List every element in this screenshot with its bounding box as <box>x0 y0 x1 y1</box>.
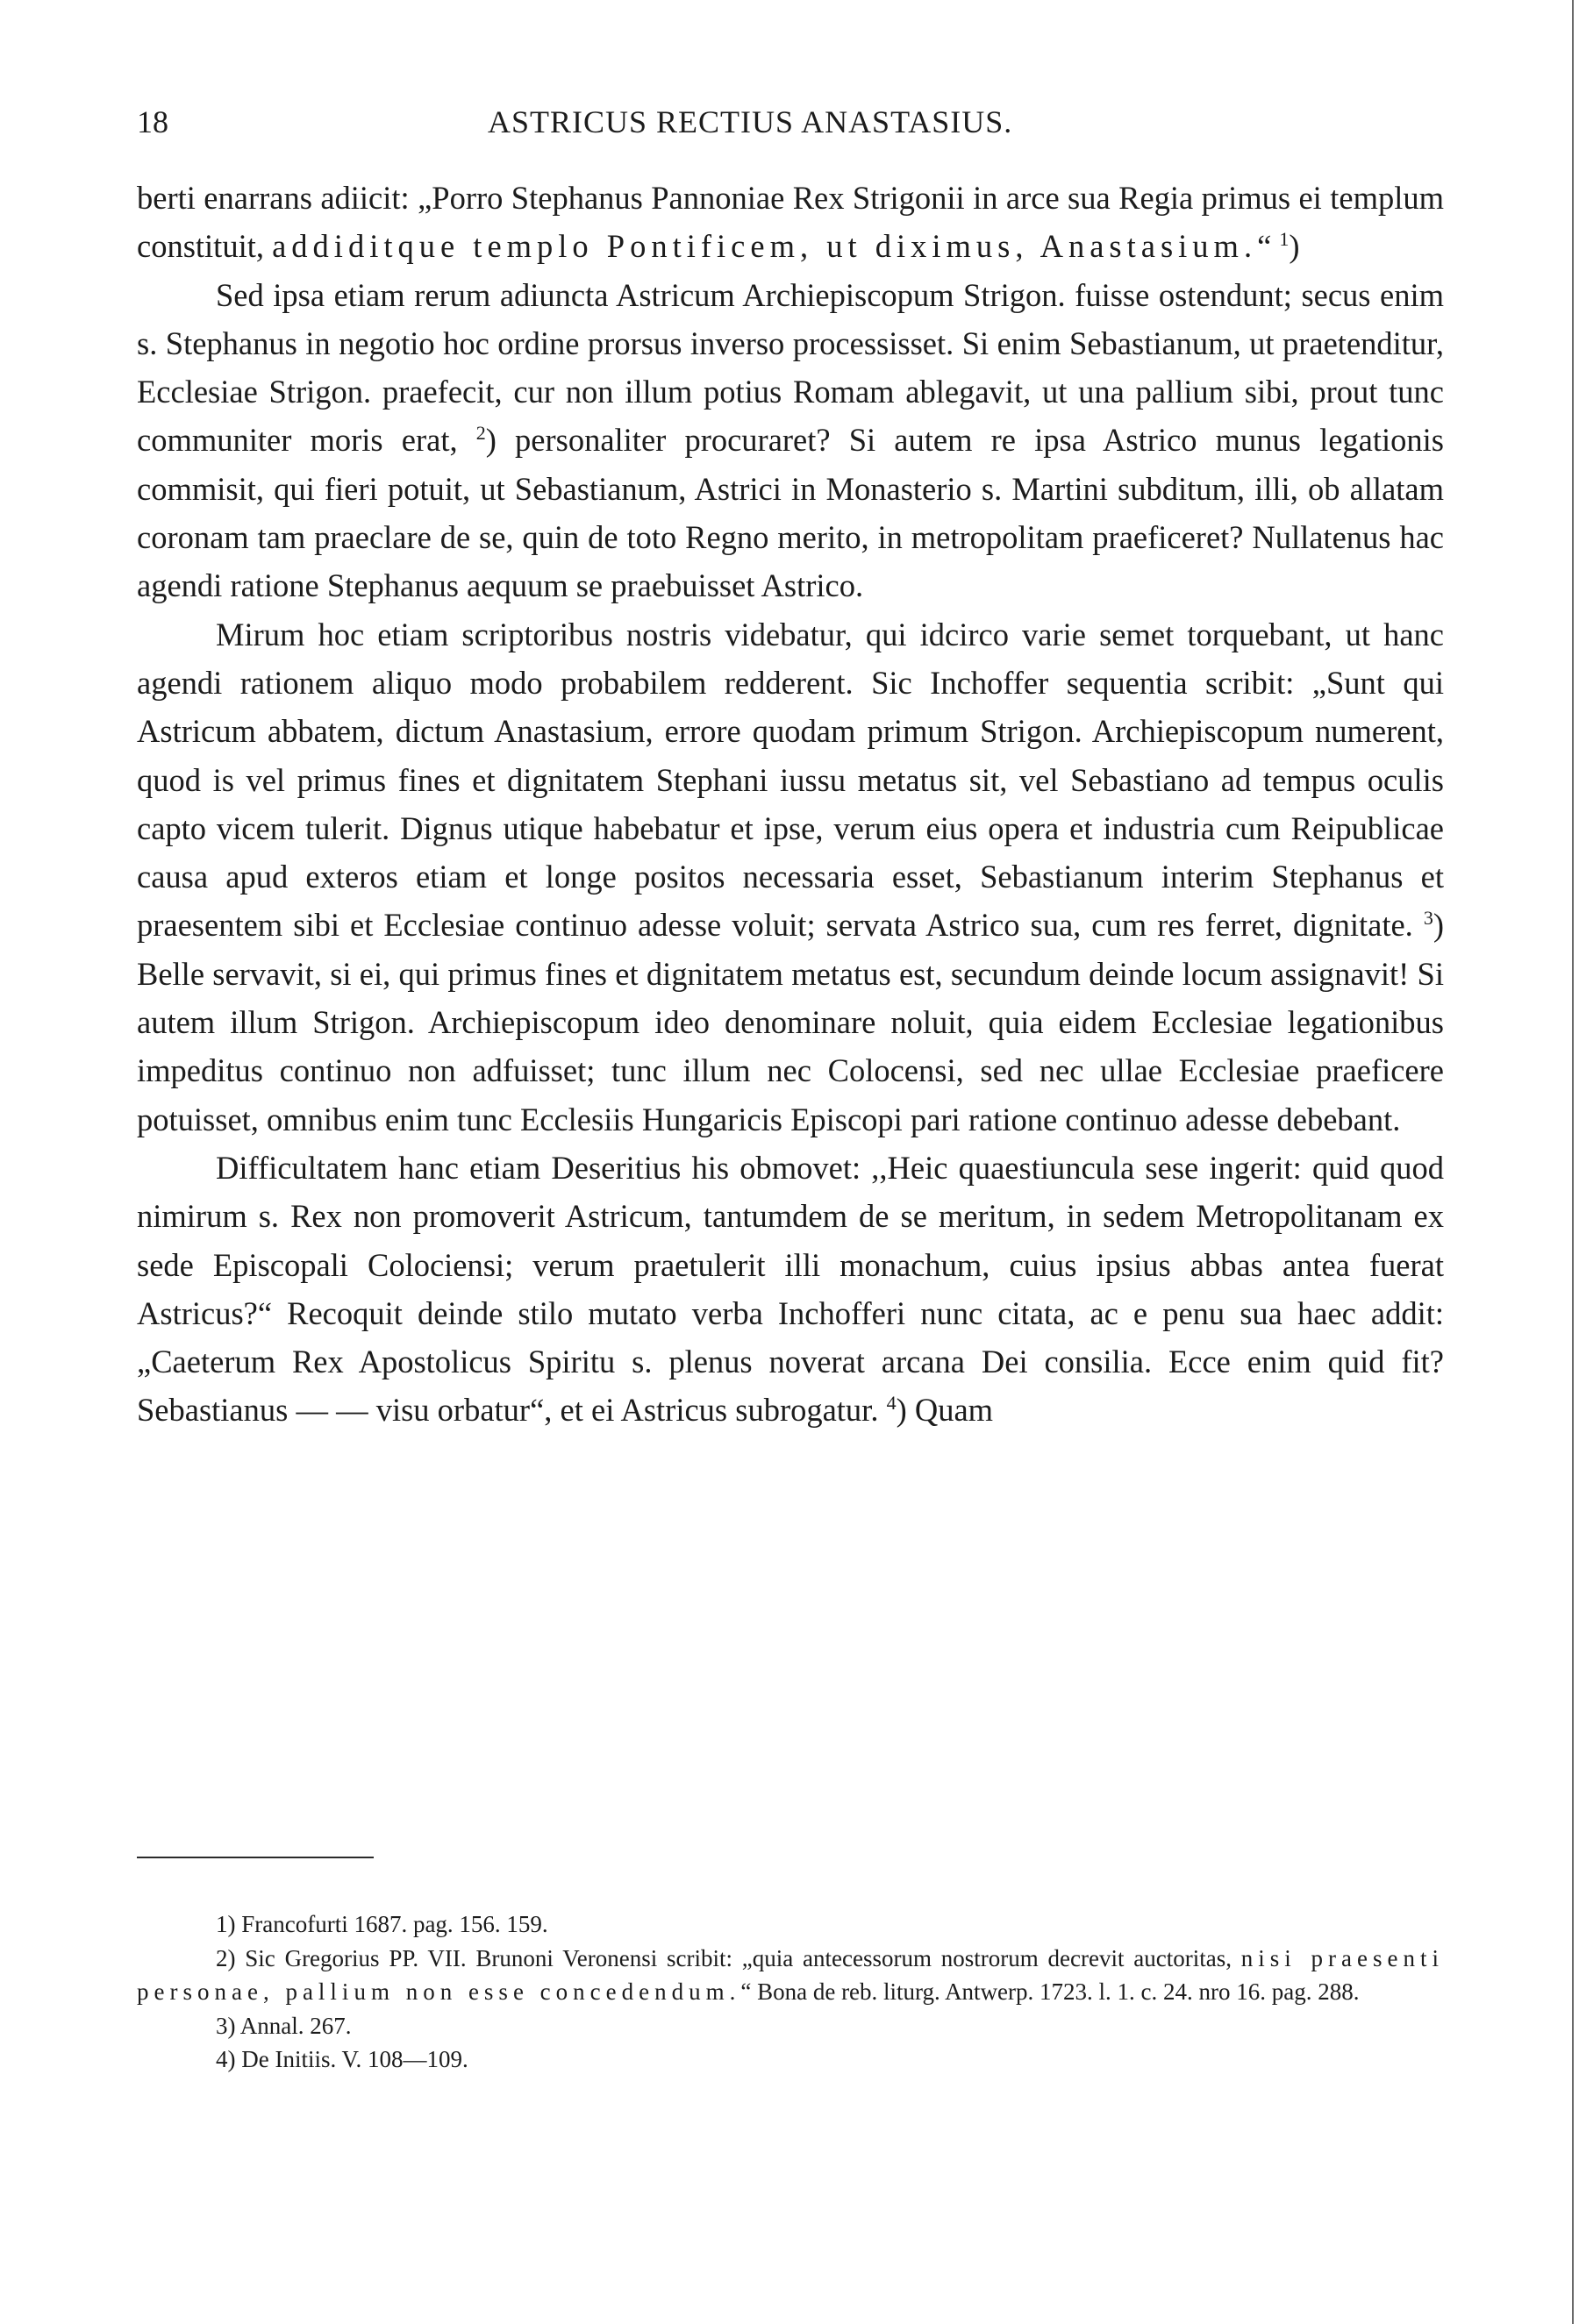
footnote-3: 3) Annal. 267. <box>216 2012 352 2039</box>
footnote-2-spaced-quote: nisi praesenti personae, pallium non esse concedendum. <box>137 1944 1444 2005</box>
body-text <box>137 174 1444 1435</box>
paragraph-3 <box>137 610 1444 1144</box>
paragraph-3-text-a: Mirum hoc etiam scriptoribus nostris videbatur, qui idcirco varie semet torquebant, ut hanc agendi rationem aliquo modo probabilem redderent. Sic Inchoffer sequentia scribit: „Sunt qui Astricum abbatem, dictum Anastasium, errore quodam primum Strigon. Archiepiscopum numerent, quod is vel primus fines et dignitatem Stephani iussu metatus sit, vel Sebastiano ad tempus oculis capto vicem tulerit. Dignus utique habebatur et ipse, verum eius opera et industria cum Reipublicae causa apud exteros etiam et longe positos necessaria esset, Sebastianum interim Stephanus et praesentem sibi et Ecclesiae continuo adesse voluit; servata Astrico sua, cum res ferret, dignitate. <box>137 616 1444 944</box>
footnotes <box>137 1907 1444 2077</box>
footnote-ref-paren: ) <box>1289 228 1300 265</box>
spaced-quotation: addiditque templo Pontificem, ut diximus, Anastasium. <box>272 228 1258 265</box>
paragraph-2-text-a: Sed ipsa etiam rerum adiuncta Astricum Archiepiscopum Strigon. fuisse ostendunt; secus enim s. Stephanus in negotio hoc ordine prorsus inverso processisset. Si enim Sebastianum, ut praetenditur, Ecclesiae Strigon. praefecit, cur non illum potius Romam ablegavit, ut una pallium sibi, prout tunc communiter moris erat, <box>137 276 1444 459</box>
footnote-ref-3: 3 <box>1423 907 1433 930</box>
running-title: ASTRICUS RECTIUS ANASTASIUS. <box>488 104 1013 139</box>
footnote-ref-2: 2 <box>475 422 486 445</box>
footnote-ref-4: 4 <box>886 1392 897 1415</box>
paragraph-3-text-b: ) Belle servavit, si ei, qui primus fines et dignitatem metatus est, secundum deinde locum assignavit! Si autem illum Strigon. Archiepiscopum ideo denominare noluit, quia eidem Ecclesiae legationibus impeditus continuo non adfuisset; tunc illum nec Colocensi, sed nec ullae Ecclesiae praeficere potuisset, omnibus enim tunc Ecclesiis Hungaricis Episcopi pari ratione continuo adesse debebant. <box>137 907 1444 1137</box>
paragraph-4-text-b: ) Quam <box>896 1392 994 1429</box>
footnote-2-text-a: 2) Sic Gregorius PP. VII. Brunoni Veronensi scribit: „quia antecessorum nostrorum decrevit auctoritas, <box>216 1944 1241 1971</box>
page-edge-line <box>1572 0 1574 2324</box>
page-number: 18 <box>137 104 168 139</box>
paragraph-2 <box>137 271 1444 610</box>
paragraph-2-text-b: ) personaliter procuraret? Si autem re ipsa Astrico munus legationis commisit, qui fieri potuit, ut Sebastianum, Astrici in Monasterio s. Martini subditum, illi, ob allatam coronam tam praeclare de se, quin de toto Regno merito, in metropolitam praeficeret? Nullatenus hac agendi ratione Stephanus aequum se praebuisset Astrico. <box>137 422 1444 604</box>
paragraph-4-text-a: Difficultatem hanc etiam Deseritius his obmovet: ,,Heic quaestiuncula sese ingerit: quid quod nimirum s. Rex non promoverit Astricum, tantumdem de se meritum, in sedem Metropolitanam ex sede Episcopali Colociensi; verum praetulerit illi monachum, cuius ipsius abbas antea fuerat Astricus?“ Recoquit deinde stilo mutato verba Inchofferi nunc citata, ac e penu sua haec addit: „Caeterum Rex Apostolicus Spiritu s. plenus noverat arcana Dei consilia. Ecce enim quid fit? Sebastianus — — visu orbatur“, et ei Astricus subrogatur. <box>137 1149 1444 1429</box>
footnote-1: 1) Francofurti 1687. pag. 156. 159. <box>216 1911 548 1937</box>
closing-quote: “ <box>1257 228 1280 265</box>
paragraph-1-text: berti enarrans adiicit: „Porro Stephanus Pannoniae Rex Strigonii in arce sua Regia primus ei templum constituit, <box>137 180 1444 265</box>
footnote-4: 4) De Initiis. V. 108—109. <box>216 2046 468 2072</box>
footnote-rule <box>137 1857 374 1858</box>
running-head <box>137 103 1444 147</box>
paragraph-1 <box>137 174 1444 271</box>
paragraph-4 <box>137 1144 1444 1435</box>
footnote-ref-1: 1 <box>1279 228 1290 251</box>
footnote-2 <box>137 1942 1444 2009</box>
footnote-2-text-c: “ Bona de reb. liturg. Antwerp. 1723. l. 1. c. 24. nro 16. pag. 288. <box>740 1978 1360 2005</box>
